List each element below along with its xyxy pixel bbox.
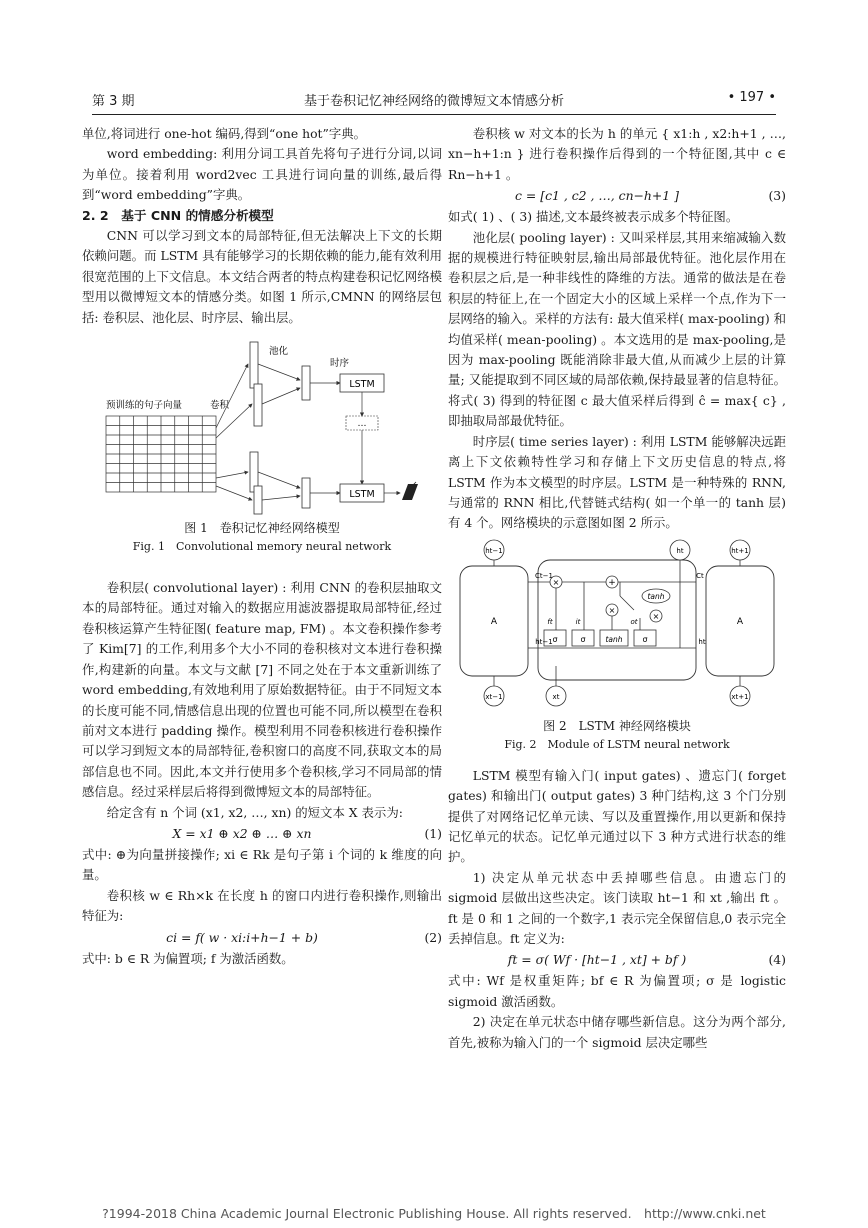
figure-1-caption-en: Fig. 1 Convolutional memory neural network (132, 540, 392, 554)
h-t-label: ht (676, 546, 684, 555)
h-prev-label: ht−1 (485, 546, 503, 555)
pooled-feature (302, 366, 310, 400)
sigma-label: σ (552, 634, 558, 644)
page-number: • 197 • (727, 90, 776, 105)
sigma-label: σ (642, 634, 648, 644)
paragraph: word embedding: 利用分词工具首先将句子进行分词,以词为单位。接着利用 word2vec 工具进行词向量的训练,最后得到“word embedding”字典。 (82, 146, 442, 203)
equation-body: ci = f( w · xi:i+h−1 + b) (166, 929, 318, 945)
block-label: A (736, 616, 744, 627)
forget-gate-label: ft (547, 617, 553, 626)
seq-label: 时序 (330, 358, 350, 370)
multiply-symbol: × (552, 577, 560, 587)
equation-body: ft = σ( Wf · [ht−1 , xt] + bf ) (507, 952, 687, 968)
h-prev-bottom-label: ht−1 (535, 637, 553, 646)
input-gate-label: it (575, 617, 581, 626)
output-gate-label: ot (630, 617, 638, 626)
paragraph: 卷积层( convolutional layer) : 利用 CNN 的卷积层抽取文本的局部特征。通过对输入的数据应用滤波器提取局部特征,经过卷积核运算产生特征图( feature map, FM) 。本文卷积操作参考了 Kim[7] 的工作,利用多个大小不同的卷积核对文本进行卷积操作,构建新的向量。本文与文献 [7] 不同之处在于本文重新训练了 word embedding,有效地利用了原始数据特征。由于不同短文本的长度可能不同,情感信息出现的位置也可能不同,所以模型在卷积前对文本进行 padding 操作。模型利用不同卷积核进行卷积操作可以学习到短文本的局部特征,卷积窗口的高度不同,获取文本的局部信息也不同。因此,本文并行使用多个卷积核,学习不同局部的情感信息。经过采样层后将得到微博短文本的局部特征。 (82, 580, 442, 800)
left-column (82, 124, 442, 969)
block-label: A (490, 616, 498, 627)
conv-feature-map (254, 384, 262, 426)
issue-number: 第 3 期 (92, 94, 135, 109)
header-rule (92, 114, 776, 115)
c-prev-label: Ct−1 (535, 571, 553, 580)
conv-feature-map (250, 342, 258, 388)
paragraph: 如式( 1) 、( 3) 描述,文本最终被表示成多个特征图。 (448, 209, 739, 225)
paragraph: 单位,将词进行 one-hot 编码,得到“one hot”字典。 (82, 126, 367, 141)
tanh-gate-label: tanh (605, 634, 623, 644)
equation-1 (82, 823, 442, 845)
input-matrix (106, 416, 216, 492)
h-next-label: ht+1 (731, 546, 749, 555)
multiply-symbol: × (652, 611, 660, 621)
lstm-label: LSTM (349, 379, 375, 391)
pooled-feature (302, 478, 310, 508)
lstm-cell-box (538, 560, 696, 680)
paragraph: CNN 可以学习到文本的局部特征,但无法解决上下文的长期依赖问题。而 LSTM 具有能够学习的长期依赖的能力,能有效利用很宽范围的上下文信息。本文结合两者的特点构建卷积记忆网络模型用以微博短文本的情感分类。如图 1 所示,CMNN 的网络层包括: 卷积层、池化层、时序层、输出层。 (82, 228, 442, 325)
paragraph: 给定含有 n 个词 (x1, x2, …, xn) 的短文本 X 表示为: (106, 804, 403, 820)
input-label: 预训练的句子向量 (106, 400, 183, 412)
pool-label: 池化 (269, 346, 289, 358)
x-prev-label: xt−1 (485, 692, 503, 701)
figure-2-caption-cn: 图 2 LSTM 神经网络模块 (543, 718, 691, 733)
paragraph: 式中: ⊕为向量拼接操作; xi ∈ Rk 是句子第 i 个词的 k 维度的向量。 (82, 846, 442, 883)
x-t-label: xt (552, 692, 560, 701)
paragraph: 2) 决定在单元状态中储存哪些新信息。这分为两个部分,首先,被称为输入门的一个 sigmoid 层决定哪些 (448, 1014, 786, 1050)
paragraph: 池化层( pooling layer) : 又叫采样层,其用来缩减输入数据的规模进行特征映射层,输出局部最优特征。池化层作用在卷积层之后,是一种非线性的降维的方法。通常的做法是在卷积层的特征上,在一个固定大小的区域上采样一个点,作为下一层网络的输入。采样的方法有: 最大值采样( max-pooling) 和均值采样( mean-pooling) 。本文选用的是 max-pooling,是因为 max-pooling 既能消除非最大值,从而减少上层的计算量; 又能提取到不同区域的局部依赖,保持最显著的信息特征。将式( 3) 得到的特征图 c 最大值采样后得到 ĉ = max{ c} , 即抽取局部最优特征。 (448, 229, 786, 429)
paragraph: 式中: Wf 是权重矩阵; bf ∈ R 为偏置项; σ 是 logistic sigmoid 激活函数。 (448, 973, 786, 1009)
tanh-label: tanh (647, 591, 665, 601)
equation-number: (2) (424, 929, 442, 945)
figure-1 (82, 328, 442, 558)
equation-body: c = [c1 , c2 , …, cn−h+1 ] (515, 188, 679, 204)
equation-4 (448, 949, 786, 971)
paragraph: 卷积核 w 对文本的长为 h 的单元 { x1:h , x2:h+1 , …, xn−h+1:n } 进行卷积操作后得到的一个特征图,其中 c ∈ Rn−h+1 。 (448, 126, 786, 182)
equation-number: (4) (768, 952, 786, 968)
running-title: 基于卷积记忆神经网络的微博短文本情感分析 (303, 94, 564, 109)
equation-3 (448, 185, 786, 207)
lstm-diagram (448, 538, 786, 710)
h-t-bottom-label: ht (698, 637, 706, 646)
equation-number: (3) (768, 188, 786, 204)
figure-1-caption-cn: 图 1 卷积记忆神经网络模型 (184, 521, 340, 536)
copyright-footer: ?1994-2018 China Academic Journal Electronic Publishing House. All rights reserved. http://www.cnki.net (102, 1206, 766, 1221)
right-column (448, 124, 786, 1053)
add-symbol: + (608, 577, 616, 588)
figure-2-caption-en: Fig. 2 Module of LSTM neural network (504, 737, 730, 751)
cmnn-diagram (82, 328, 442, 518)
paragraph: 式中: b ∈ R 为偏置项; f 为激活函数。 (82, 950, 294, 966)
conv-feature-map (254, 486, 262, 514)
conv-label: 卷积 (210, 400, 230, 412)
paragraph: 1) 决定从单元状态中丢掉哪些信息。由遗忘门的 sigmoid 层做出这些决定。该门读取 ht−1 和 xt ,输出 ft 。ft 是 0 和 1 之间的一个数字,1 表示完全保留信息,0 表示完全丢掉信息。ft 定义为: (448, 869, 786, 946)
multiply-symbol: × (608, 605, 616, 615)
running-header (92, 90, 776, 110)
equation-2 (82, 927, 442, 949)
c-t-label: Ct (696, 571, 704, 580)
paragraph: 时序层( time series layer) : 利用 LSTM 能够解决远距离上下文依赖特性学习和存储上下文历史信息的特点,将 LSTM 作为本文模型的时序层。LSTM 是一种特殊的 RNN,与通常的 RNN 相比,代替链式结构( 如一个单一的 tanh 层) 有 4 个。网络模块的示意图如图 2 所示。 (448, 433, 786, 531)
x-next-label: xt+1 (731, 692, 749, 701)
paragraph: 卷积核 w ∈ Rh×k 在长度 h 的窗口内进行卷积操作,则输出特征为: (82, 887, 442, 924)
equation-number: (1) (424, 825, 442, 841)
ellipsis: … (357, 419, 367, 430)
figure-2 (448, 538, 786, 754)
sigma-label: σ (580, 634, 586, 644)
lstm-label: LSTM (349, 489, 375, 501)
section-heading: 2. 2 基于 CNN 的情感分析模型 (82, 207, 274, 223)
output-symbol (402, 484, 418, 500)
equation-body: X = x1 ⊕ x2 ⊕ … ⊕ xn (172, 825, 312, 841)
paragraph: LSTM 模型有输入门( input gates) 、遗忘门( forget gates) 和输出门( output gates) 3 种门结构,这 3 个门分别提供了对网络记忆单元读、写以及重置操作,用以更新和保持记忆单元的状态。记忆单元通过以下 3 种方式进行状态的维护。 (448, 767, 786, 865)
